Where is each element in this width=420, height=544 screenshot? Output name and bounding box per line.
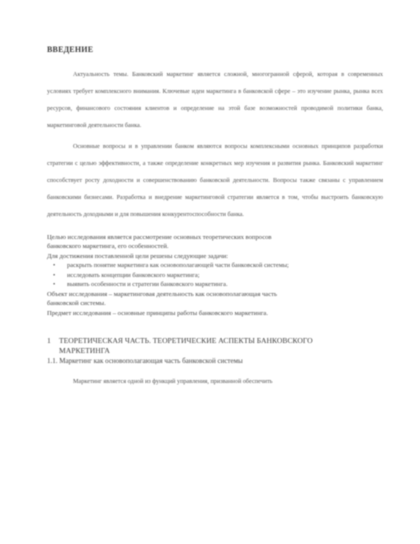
list-item	[53, 261, 383, 271]
chapter-title	[47, 336, 383, 356]
chapter-number: 1	[47, 336, 51, 346]
spacer	[47, 318, 383, 334]
list-item-text: выявить особенности и стратегии банковского маркетинга.	[67, 281, 228, 289]
bullet-icon: •	[53, 281, 56, 289]
goals-block	[47, 233, 383, 261]
list-item	[53, 271, 383, 281]
object-subject-block	[47, 290, 383, 318]
subject-line: Предмет исследования – основные принципы работы банковского маркетинга.	[47, 309, 269, 317]
subsection-title: 1.1. Маркетинг как основополагающая часть банковской системы	[47, 357, 243, 366]
goal-line: Целью исследования является рассмотрение основных теоретических вопросов	[47, 234, 272, 241]
document-heading: ВВЕДЕНИЕ	[47, 45, 94, 54]
tasks-intro-line: Для достижения поставленной цели решены следующие задачи:	[47, 252, 229, 260]
paragraph-marketing: Маркетинг является одной из функций управления, призванной обеспечить	[73, 378, 273, 386]
tasks-list	[47, 261, 383, 290]
chapter-title-line: МАРКЕТИНГА	[59, 346, 110, 356]
object-line: банковской системы.	[47, 300, 106, 308]
bullet-icon: •	[53, 271, 56, 279]
list-item-text: раскрыть понятие маркетинга как основополагающей части банковской системы;	[67, 262, 289, 270]
list-item	[53, 280, 383, 290]
bullet-icon: •	[53, 262, 56, 270]
document-body	[47, 45, 383, 388]
list-item-text: исследовать концепции банковского маркетинга;	[67, 271, 200, 279]
object-line: Объект исследования – маркетинговая деятельность как основополагающая часть	[47, 291, 278, 298]
paragraph-relevance: Актуальность темы. Банковский маркетинг является сложной, многогранной сферой, которая в современных условиях требует комплексного внимания. Ключевые идеи маркетинга в банковской сфере – это изучение рынка, рынка всех ресурсов, финансового состояния клиентов и определение на этой базе возможностей проводимой политики банка, маркетинговой деятельности банка.	[47, 71, 383, 129]
chapter-title-line: ТЕОРЕТИЧЕСКАЯ ЧАСТЬ. ТЕОРЕТИЧЕСКИЕ АСПЕКТЫ БАНКОВСКОГО	[59, 336, 313, 346]
goal-line: банковского маркетинга, его особенностей.	[47, 243, 169, 251]
paragraph-management: Основные вопросы и в управлении банком являются вопросы комплексными основных принципов разработки стратегии с целью эффективности, а также определение конкретных мер изучения и развития рынка. Банковский маркетинг способствует росту доходности и совершенствованию банковской деятельности. Вопросы также связаны с управлением банковскими бизнесами. Разработка и внедрение маркетинговой стратегии является в том, чтобы выстроить банковскую деятельность доходными и для повышения конкурентоспособности банка.	[47, 143, 383, 218]
